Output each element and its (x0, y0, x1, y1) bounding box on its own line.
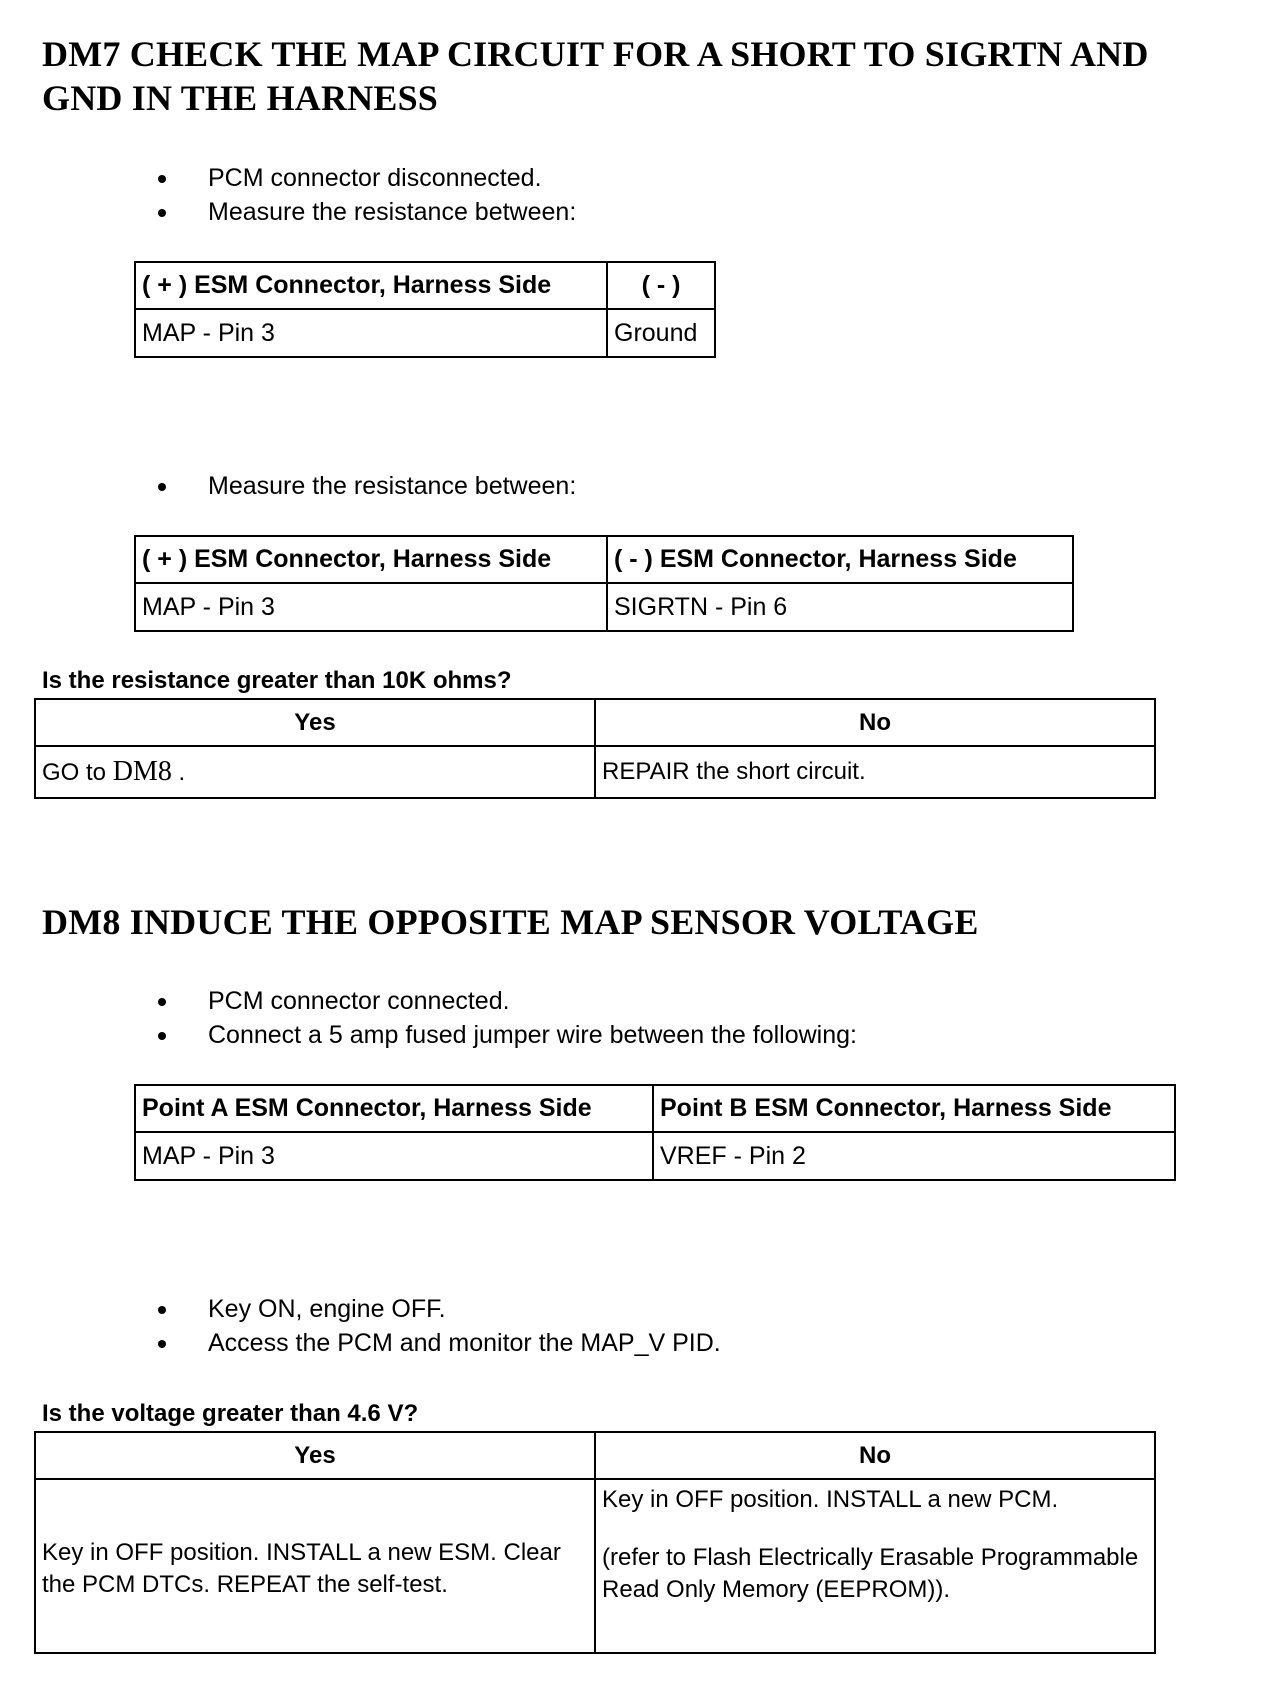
yes-header: Yes (35, 699, 595, 746)
dm7-heading-line1: DM7 CHECK THE MAP CIRCUIT FOR A SHORT TO SIGRTN AND (42, 34, 1149, 74)
table-header-row (135, 536, 1073, 583)
table-header-row (35, 699, 1155, 746)
table-cell: MAP - Pin 3 (135, 309, 607, 357)
no-text-1: Key in OFF position. INSTALL a new PCM. (602, 1486, 1059, 1513)
dm7-heading-line2: GND IN THE HARNESS (42, 78, 439, 118)
table-row (35, 1479, 1155, 1653)
list-item: Measure the resistance between: (158, 195, 576, 229)
table-header-row (135, 262, 715, 309)
dm8-question: Is the voltage greater than 4.6 V? (42, 1400, 419, 1427)
table-cell: SIGRTN - Pin 6 (607, 583, 1073, 631)
table-header: ( - ) (607, 262, 715, 309)
list-item: PCM connector connected. (158, 984, 857, 1018)
dm7-connector-table-1 (134, 261, 716, 358)
table-row (135, 309, 715, 357)
table-row (135, 583, 1073, 631)
dm8-heading: DM8 INDUCE THE OPPOSITE MAP SENSOR VOLTAGE (42, 902, 979, 942)
yes-header: Yes (35, 1432, 595, 1479)
list-item: PCM connector disconnected. (158, 161, 576, 195)
table-header: Point A ESM Connector, Harness Side (135, 1085, 653, 1132)
dm8-bullets-b (158, 1292, 721, 1360)
yes-suffix: . (178, 758, 186, 786)
spacer (602, 1516, 1148, 1542)
yes-text: GO to (42, 758, 107, 786)
table-cell: MAP - Pin 3 (135, 1132, 653, 1180)
table-header: ( + ) ESM Connector, Harness Side (135, 262, 607, 309)
table-header: ( + ) ESM Connector, Harness Side (135, 536, 607, 583)
no-header: No (595, 1432, 1155, 1479)
dm8-link[interactable]: DM8 (112, 755, 172, 787)
yes-cell (35, 746, 595, 798)
table-header: ( - ) ESM Connector, Harness Side (607, 536, 1073, 583)
table-header-row (35, 1432, 1155, 1479)
table-header: Point B ESM Connector, Harness Side (653, 1085, 1175, 1132)
dm7-connector-table-2 (134, 535, 1074, 632)
list-item: Key ON, engine OFF. (158, 1292, 721, 1326)
dm7-heading (42, 32, 1149, 120)
dm7-decision-table (34, 698, 1156, 799)
no-cell (595, 1479, 1155, 1653)
dm8-decision-table (34, 1431, 1156, 1654)
no-cell: REPAIR the short circuit. (595, 746, 1155, 798)
list-item: Access the PCM and monitor the MAP_V PID. (158, 1326, 721, 1360)
dm8-connector-table (134, 1084, 1176, 1181)
no-text-2: (refer to Flash Electrically Erasable Programmable Read Only Memory (EEPROM)). (602, 1544, 1139, 1603)
list-item: Connect a 5 amp fused jumper wire between the following: (158, 1018, 857, 1052)
table-header-row (135, 1085, 1175, 1132)
table-row (35, 746, 1155, 798)
table-cell: Ground (607, 309, 715, 357)
table-cell: VREF - Pin 2 (653, 1132, 1175, 1180)
table-row (135, 1132, 1175, 1180)
table-cell: MAP - Pin 3 (135, 583, 607, 631)
dm7-question: Is the resistance greater than 10K ohms? (42, 667, 512, 694)
list-item: Measure the resistance between: (158, 469, 576, 503)
no-header: No (595, 699, 1155, 746)
yes-cell: Key in OFF position. INSTALL a new ESM. Clear the PCM DTCs. REPEAT the self-test. (35, 1479, 595, 1653)
dm8-bullets-a (158, 984, 857, 1052)
dm7-bullets-b (158, 469, 576, 503)
dm7-bullets-a (158, 161, 576, 229)
